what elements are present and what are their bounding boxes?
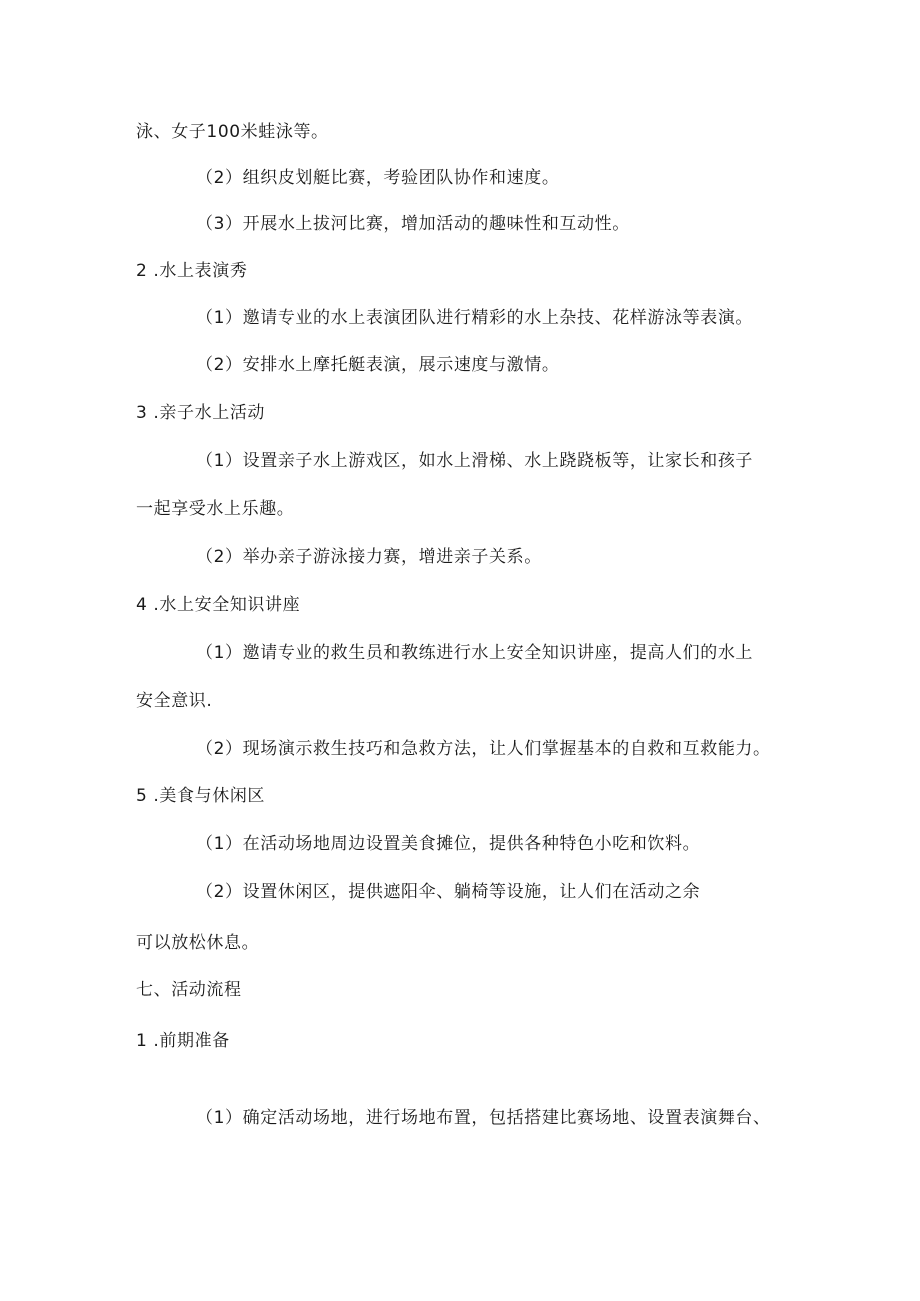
body-text-line: 一起享受水上乐趣。 xyxy=(136,499,295,519)
list-item-text: （1）在活动场地周边设置美食摊位，提供各种特色小吃和饮料。 xyxy=(196,834,701,854)
list-item-text: （1）设置亲子水上游戏区，如水上滑梯、水上跷跷板等，让家长和孩子 xyxy=(196,451,754,471)
list-item-text: （1）邀请专业的救生员和教练进行水上安全知识讲座，提高人们的水上 xyxy=(196,643,754,663)
list-item-text: （3）开展水上拔河比赛，增加活动的趣味性和互动性。 xyxy=(196,214,630,234)
body-text-line: 安全意识. xyxy=(136,691,213,711)
section-heading: 5 .美食与休闲区 xyxy=(136,786,266,806)
list-item-text: （2）现场演示救生技巧和急救方法，让人们掌握基本的自救和互救能力。 xyxy=(196,739,771,759)
list-item-text: （2）设置休闲区，提供遮阳伞、躺椅等设施，让人们在活动之余 xyxy=(196,882,701,902)
list-item-text: （1）确定活动场地，进行场地布置，包括搭建比赛场地、设置表演舞台、 xyxy=(196,1108,771,1128)
body-text-line: 泳、女子100米蛙泳等。 xyxy=(136,122,329,142)
list-item-text: （1）邀请专业的水上表演团队进行精彩的水上杂技、花样游泳等表演。 xyxy=(196,308,754,328)
section-heading: 1 .前期准备 xyxy=(136,1031,230,1051)
body-text-line: 可以放松休息。 xyxy=(136,933,260,953)
list-item-text: （2）举办亲子游泳接力赛，增进亲子关系。 xyxy=(196,547,542,567)
section-heading: 4 .水上安全知识讲座 xyxy=(136,595,301,615)
chapter-heading: 七、活动流程 xyxy=(136,980,242,1000)
section-heading: 3 .亲子水上活动 xyxy=(136,403,266,423)
section-heading: 2 .水上表演秀 xyxy=(136,261,248,281)
list-item-text: （2）安排水上摩托艇表演，展示速度与激情。 xyxy=(196,355,560,375)
list-item-text: （2）组织皮划艇比赛，考验团队协作和速度。 xyxy=(196,168,560,188)
